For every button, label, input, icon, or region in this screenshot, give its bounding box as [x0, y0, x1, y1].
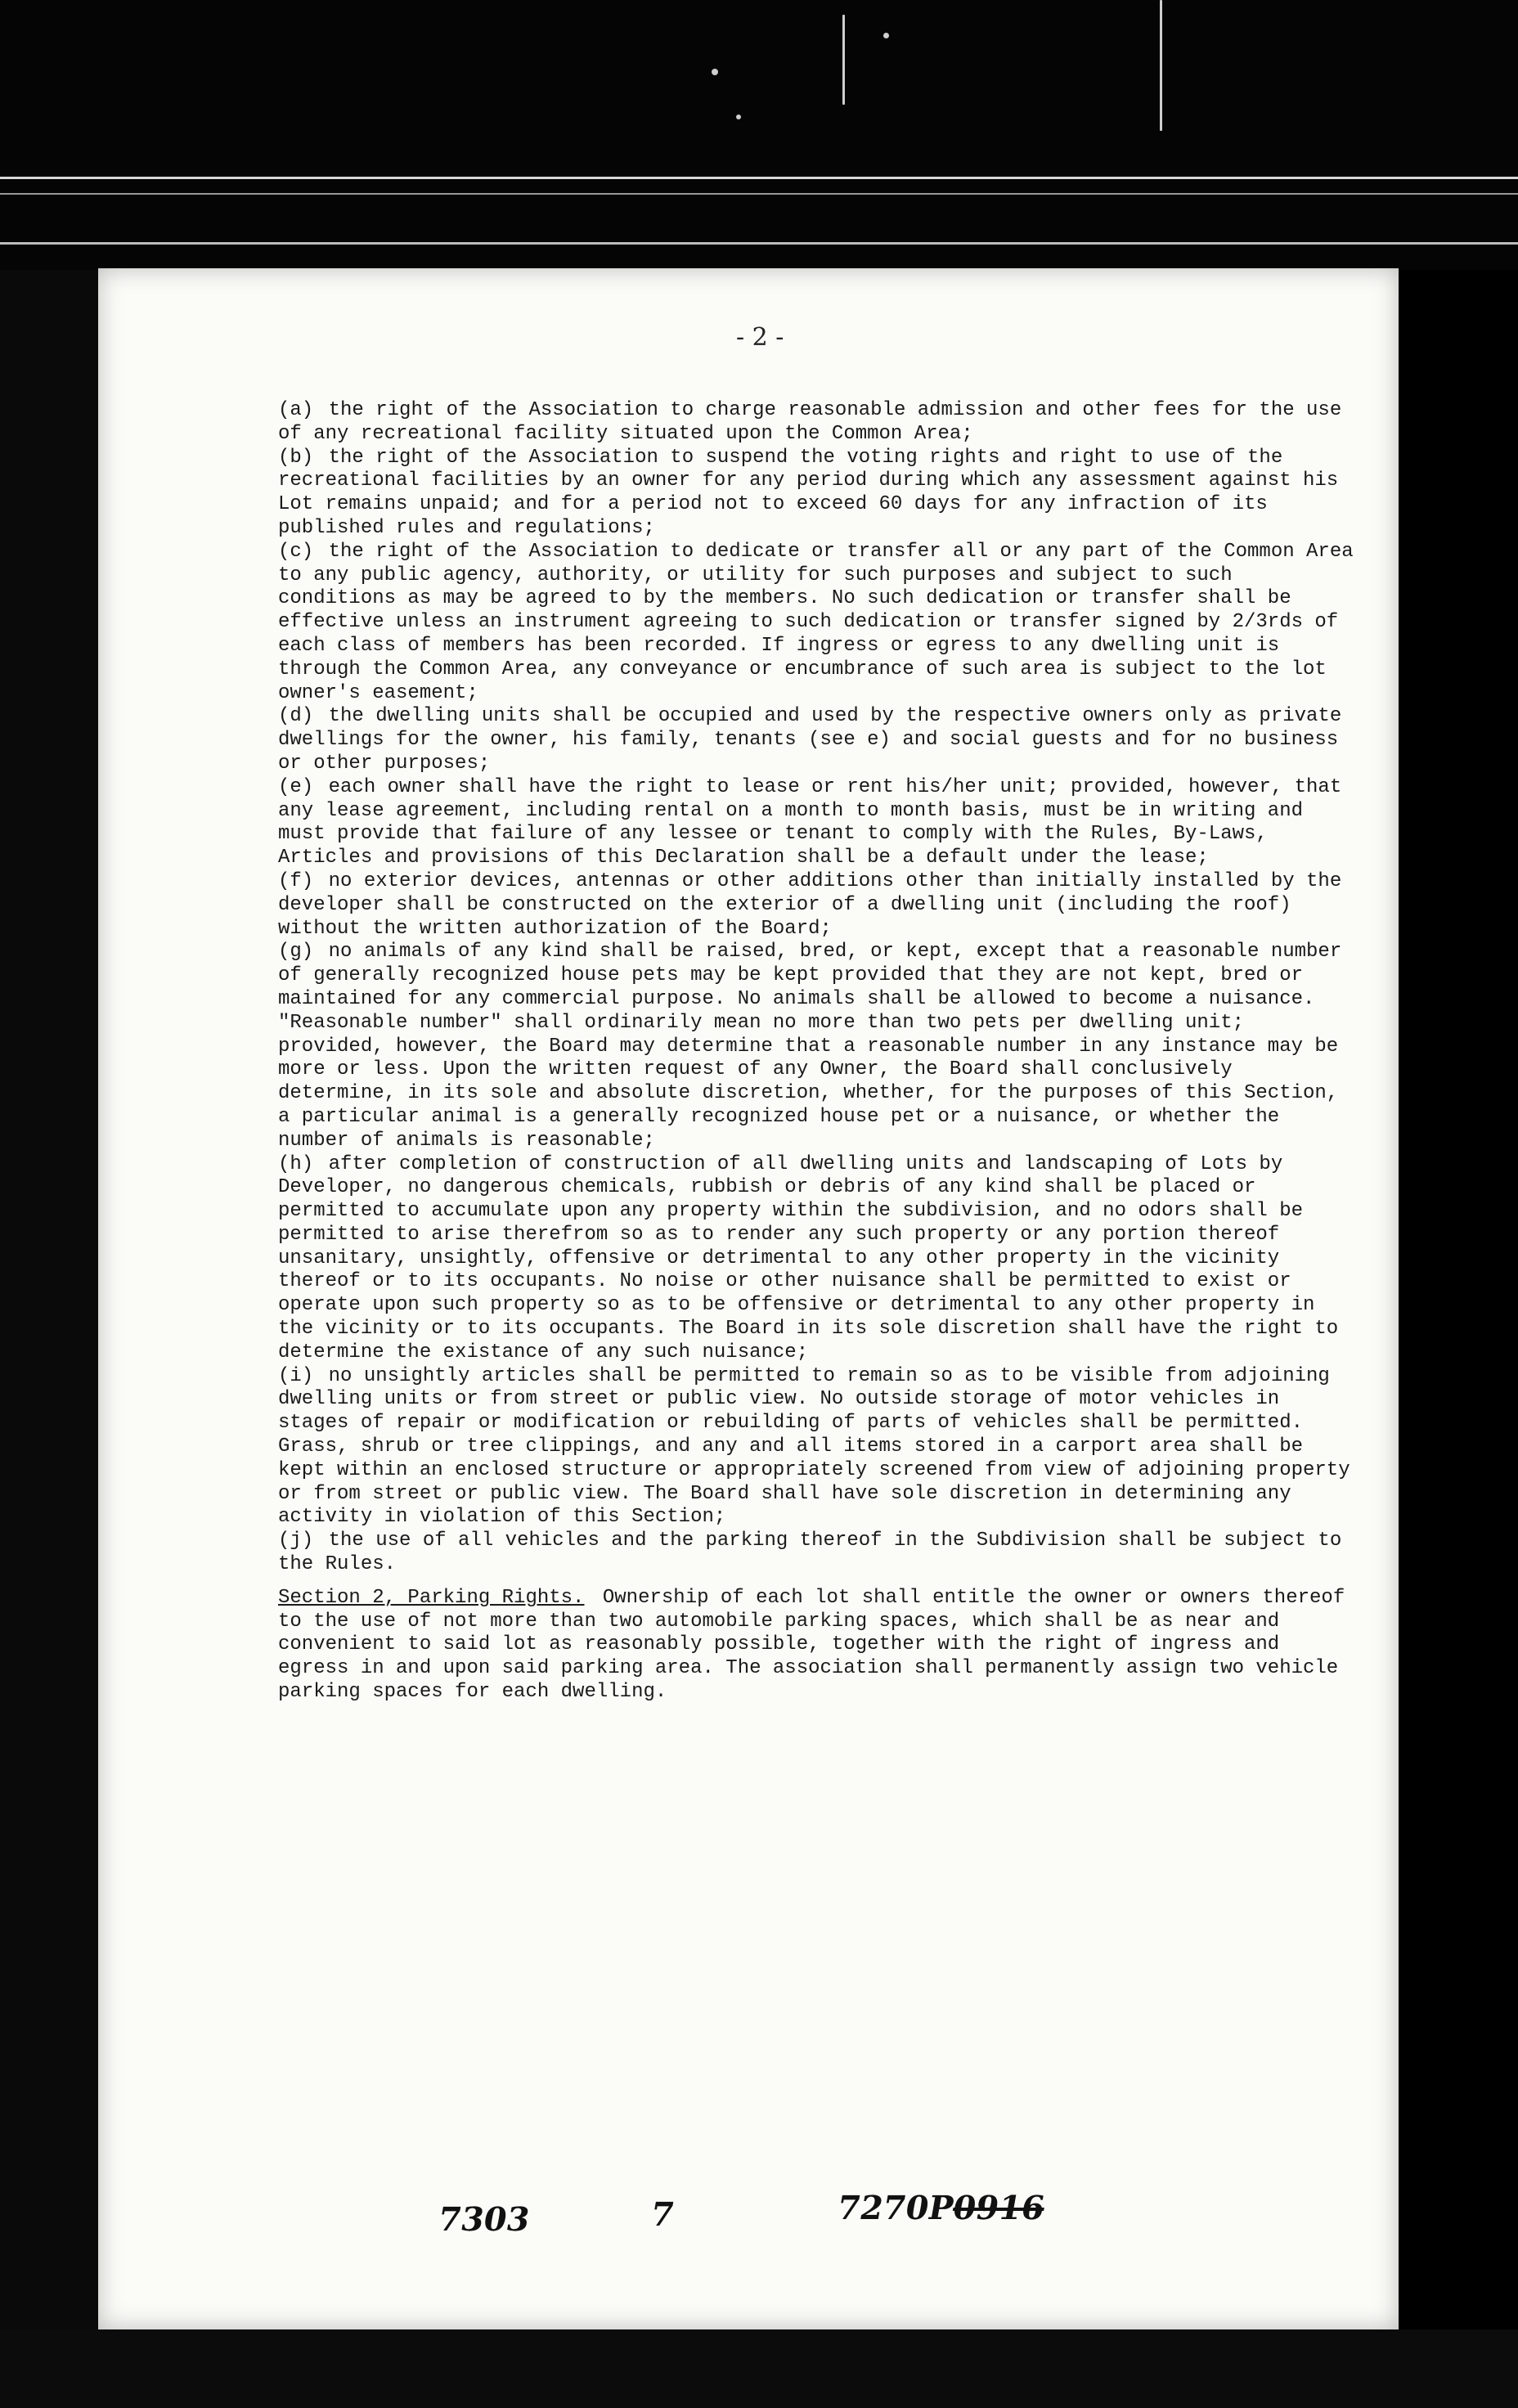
stamp-record-prefix: 7270P: [833, 2189, 957, 2227]
scan-artifact-speck: [1160, 0, 1162, 131]
clause-marker: (a): [278, 399, 314, 421]
clause-b: [278, 447, 1358, 541]
clause-e: [278, 776, 1358, 870]
clause-text: after completion of construction of all dwelling units and landscaping of Lots by Developer, no dangerous chemicals, rubbish or debris of any kind shall be placed or permitted to accumulate upon any property within the subdivision, and no odors shall be permitted to arise therefrom so as to render any such property or any portion thereof unsanitary, unsightly, offensive or detrimental to any other property in the vicinity thereof or to its occupants. No noise or other nuisance shall be permitted to exist or operate upon such property so as to be offensive or detrimental to any other property in the vicinity or to its occupants. The Board in its sole discretion shall have the right to determine the existance of any such nuisance;: [278, 1152, 1350, 1363]
clause-c: [278, 540, 1366, 706]
scan-artifact-line: [0, 177, 1518, 179]
clause-a: [278, 399, 1358, 447]
stamp-record-number: [834, 2189, 1048, 2227]
clause-marker: (g): [278, 941, 314, 964]
scan-artifact-line: [0, 242, 1518, 245]
clause-text: the right of the Association to dedicate or transfer all or any part of the Common Area to any public agency, authority, or utility for such purposes and subject to such conditions as may be agreed to by the members. No such dedication or transfer shall be effective unless an instrument agreeing to such dedication or transfer signed by 2/3rds of each class of members has been recorded. If ingress or egress to any dwelling unit is through the Common Area, any conveyance or encumbrance of such area is subject to the lot owner's easement;: [278, 540, 1366, 704]
scan-artifact-line: [0, 193, 1518, 195]
clause-text: no unsightly articles shall be permitted to remain so as to be visible from adjoining dwelling units or from street or public view. No outside storage of motor vehicles in stages of repair or modification or rebuilding of parts of vehicles shall be permitted. Grass, shrub or tree clippings, and any and all items stored in a carport area shall be kept within an enclosed structure or appropriately screened from view of adjoining property or from street or public view. The Board shall have sole discretion in determining any activity in violation of this Section;: [278, 1364, 1363, 1529]
clause-text: the right of the Association to charge reasonable admission and other fees for the use of any recreational facility situated upon the Common Area;: [278, 399, 1354, 445]
stamp-page-number: 7: [647, 2195, 677, 2234]
stamp-record-struck: 0916: [950, 2189, 1048, 2227]
section-2-parking-rights: [278, 1587, 1358, 1705]
clause-text: no animals of any kind shall be raised, bred, or kept, except that a reasonable number of generally recognized house pets may be kept provided that they are not kept, bred or maintained for any commercial purpose. No animals shall be allowed to become a nuisance. "Reasonable number" shall ordinarily mean no more than two pets per dwelling unit; provided, however, the Board may determine that a reasonable number in any instance may be more or less. Upon the written request of any Owner, the Board shall conclusively determine, in its sole and absolute discretion, whether, for the purposes of this Section, a particular animal is a generally recognized house pet or a nuisance, or whether the number of animals is reasonable;: [278, 941, 1354, 1152]
clause-g: [278, 941, 1358, 1152]
stamp-book-number: 7303: [434, 2200, 533, 2239]
section-heading: Section 2, Parking Rights.: [278, 1586, 585, 1609]
clause-text: no exterior devices, antennas or other additions other than initially installed by the developer shall be constructed on the exterior of a dwelling unit (including the roof) without the written authorization of the Board;: [278, 869, 1354, 940]
clause-j: [278, 1530, 1358, 1577]
scan-artifact-speck: [712, 69, 718, 75]
clause-marker: (e): [278, 775, 314, 798]
clause-marker: (f): [278, 869, 314, 892]
section-text: Ownership of each lot shall entitle the owner or owners thereof to the use of not more than two automobile parking spaces, which shall be as near and convenient to said lot as reasonably possible, together with the right of ingress and egress in and upon said parking area. The association shall permanently assign two vehicle parking spaces for each dwelling.: [278, 1586, 1357, 1704]
recording-stamps: [0, 2189, 1518, 2249]
clause-text: the use of all vehicles and the parking thereof in the Subdivision shall be subject to the Rules.: [278, 1530, 1354, 1576]
clause-marker: (c): [278, 540, 314, 563]
scan-artifact-speck: [736, 115, 741, 119]
clause-text: the right of the Association to suspend the voting rights and right to use of the recreational facilities by an owner for any period during which any assessment against his Lot remains unpaid; and for a period not to exceed 60 days for any infraction of its published rules and regulations;: [278, 446, 1350, 539]
clause-marker: (h): [278, 1152, 314, 1175]
clause-marker: (b): [278, 446, 314, 469]
scan-bottom-border: [0, 2329, 1518, 2408]
clause-h: [278, 1153, 1358, 1365]
scan-top-border: [0, 0, 1518, 270]
scan-left-border: [0, 270, 98, 2408]
document-body: [278, 399, 1366, 1705]
clause-i: [278, 1364, 1363, 1530]
page-number: - 2 -: [736, 323, 784, 352]
clause-marker: (d): [278, 705, 314, 728]
clause-text: each owner shall have the right to lease or rent his/her unit; provided, however, that any lease agreement, including rental on a month to month basis, must be in writing and must provide that failure of any lessee or tenant to comply with the Rules, By-Laws, Articles and provisions of this Declaration shall be a default under the lease;: [278, 775, 1354, 869]
clause-marker: (i): [278, 1364, 314, 1387]
clause-text: the dwelling units shall be occupied and used by the respective owners only as private dwellings for the owner, his family, tenants (see e) and social guests and for no business or other purposes;: [278, 705, 1354, 775]
scan-artifact-speck: [883, 33, 889, 38]
clause-marker: (j): [278, 1530, 314, 1552]
clause-d: [278, 705, 1358, 775]
clause-f: [278, 870, 1358, 941]
scan-artifact-speck: [842, 15, 845, 105]
